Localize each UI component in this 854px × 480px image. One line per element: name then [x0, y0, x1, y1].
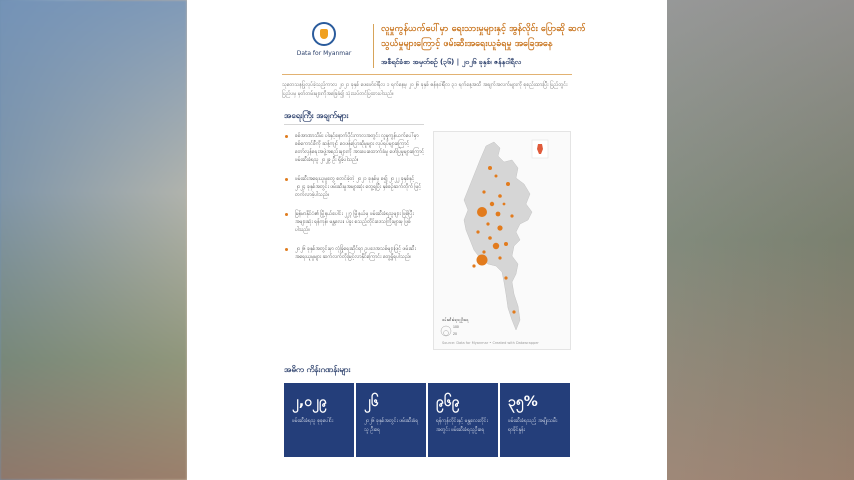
- map-marker: [498, 194, 502, 198]
- key-findings-list: [285, 132, 425, 272]
- main-figures-title: အဓိက ကိန်းဂဏန်းများ: [284, 365, 351, 374]
- map-marker: [510, 214, 513, 217]
- map-marker: [482, 190, 485, 193]
- finding-item: စစ်အာဏာသိမ်း ပါးနှင့်နောက်ပိုင်းကာလအတွင်း လူမှုကွန်ယက်ပေါ်မှာ စစ်ကောင်စီကို ဆန့်ကျင် ဝေဖန်ပြောဆိုမှုများ လုပ်ရပ်များကြောင့် တော်လှန်ရေးအဖွဲ့အစည်းများကို အားပေးထောက်ခံမှု ဖော်ပြမှုများကြောင့် ဖမ်းဆီးခံရသူ ၂၀၂၉ ဦး ရှိခဲ့ပါသည်။: [285, 132, 425, 164]
- map-marker: [504, 242, 508, 246]
- map-marker: [493, 243, 499, 249]
- header-divider: [282, 74, 572, 75]
- legend-value-100: 100: [453, 325, 459, 329]
- map-marker: [497, 225, 502, 230]
- stat-label: ရန်ကုန်တိုင်းနှင့် မန္တလေးတိုင်း အတွင်း ဖမ်းဆီးခံရသူဦးရေ: [436, 418, 488, 433]
- myanmar-map-card: [433, 131, 571, 350]
- map-marker: [498, 256, 501, 259]
- report-title: လူမှုကွန်ယက်ပေါ်မှာ ရေးသားမှုများနှင့် အွန်လိုင်း ပြောဆို ဆက်သွယ်မှုများကြောင့် ဖမ်းဆီးအရေးယူခံရမှု အခြေအနေ: [381, 24, 586, 49]
- map-marker: [488, 236, 492, 240]
- map-marker: [512, 310, 515, 313]
- stat-value: ၂,၀၂၉: [292, 394, 327, 410]
- map-marker: [506, 182, 510, 186]
- report-subtitle: အစီရင်ခံစာ အမှတ်စဉ် (၃၆) | ၂၀၂၆ ခုနှစ်၊ ဇန်နဝါရီလ: [381, 58, 522, 66]
- stat-value: ၃၅%: [508, 394, 538, 410]
- map-source: Source: Data for Myanmar • Created with Datawrapper: [442, 341, 539, 345]
- stat-box-women-percent: [500, 383, 570, 457]
- logo-text: Data for Myanmar: [296, 50, 352, 57]
- logo: [279, 22, 369, 57]
- stat-box-total: [284, 383, 354, 457]
- report-page: [187, 0, 667, 480]
- map-legend-label: ဖမ်းဆီးခံရသူဦးရေ: [442, 317, 469, 322]
- map-marker: [472, 264, 475, 267]
- stat-value: ၉၆၉: [436, 394, 460, 410]
- map-marker: [477, 255, 488, 266]
- finding-item: ဖမ်းဆီးအရေးယူမှုတွေ စတင်ခဲ့တဲ့ ၂၀၂၁ ခုနှစ်မှ စ၍ ၂၀၂၂ ခုနှစ်နှင့် ၂၀၂၄ ခုနှစ်အတွင်း ဖမ်းဆီးမှုအများဆုံး တွေ့ရပြီး နှစ်စဉ်ဆက်တိုက် မြင့်တက်လာခဲ့ပါသည်။: [285, 175, 425, 199]
- stat-value: ၂၆: [364, 394, 379, 410]
- finding-item: ၂၀၂၆ ခုနှစ်အတွင်းမှာ လုံခြုံရေးဆိုင်ရာ ဥပဒေအသစ်များဖြင့် ဖမ်းဆီးအရေးယူမှုများ ဆက်လက်တိုးမြင့်လာနိုင်ကြောင်း တွေ့ရှိရပါသည်။: [285, 245, 425, 261]
- map-inset: [532, 140, 548, 158]
- background-left-photo: [0, 0, 187, 480]
- map-marker: [486, 222, 489, 225]
- map-marker: [477, 207, 487, 217]
- map-legend-circles: [441, 326, 451, 336]
- background-right-photo: [667, 0, 854, 480]
- map-marker: [482, 250, 485, 253]
- stat-label: ၂၀၂၆ ခုနှစ်အတွင်း ဖမ်းဆီးခံရသူ ဦးရေ: [364, 418, 419, 433]
- stat-box-2026: [356, 383, 426, 457]
- intro-paragraph: သုတေသနပြုလုပ်ခဲ့သည့်ကာလ ၂၀၂၁ ခုနှစ် ဖေဖော်ဝါရီလ ၁ ရက်နေ့မှ ၂၀၂၆ ခုနှစ် ဇန်နဝါရီလ ၃၁ ရက်နေ့အထိ အချက်အလက်များကို စုစည်းထားပြီး ပြည်တွင်းပြည်ပမှ မှတ်တမ်းများကိုအခြေခံ၍ သုံးသပ်တင်ပြထားပါသည်။: [282, 82, 568, 97]
- key-findings-title: အရေးကြီး အချက်များ: [284, 111, 349, 120]
- map-marker: [495, 175, 498, 178]
- stat-label: ဖမ်းဆီးခံရသည့် အမျိုးသမီး ရာခိုင်နှုန်း: [508, 418, 558, 433]
- map-marker: [490, 202, 494, 206]
- map-marker: [476, 230, 479, 233]
- title-divider: [373, 24, 374, 68]
- finding-item: မြန်မာနိုင်ငံ၏ မြို့နယ်ပေါင်း ၂၂၇ မြို့နယ်မှ ဖမ်းဆီးခံရသူများ ဖြစ်ပြီး အများဆုံး ရန်ကုန်၊ မန္တလေး၊ ပဲခူး စသည့်တိုင်းဒေသကြီးများမှ ဖြစ်ပါသည်။: [285, 210, 425, 234]
- stat-label: ဖမ်းဆီးခံရသူ စုစုပေါင်း: [292, 418, 334, 424]
- section-divider: [284, 124, 424, 125]
- map-marker: [504, 276, 507, 279]
- logo-icon: [312, 22, 336, 46]
- myanmar-land-shape: [464, 142, 532, 330]
- map-marker: [503, 203, 506, 206]
- map-marker: [496, 212, 501, 217]
- map-marker: [488, 166, 492, 170]
- stat-box-yangon-mandalay: [428, 383, 498, 457]
- legend-value-20: 20: [453, 332, 457, 336]
